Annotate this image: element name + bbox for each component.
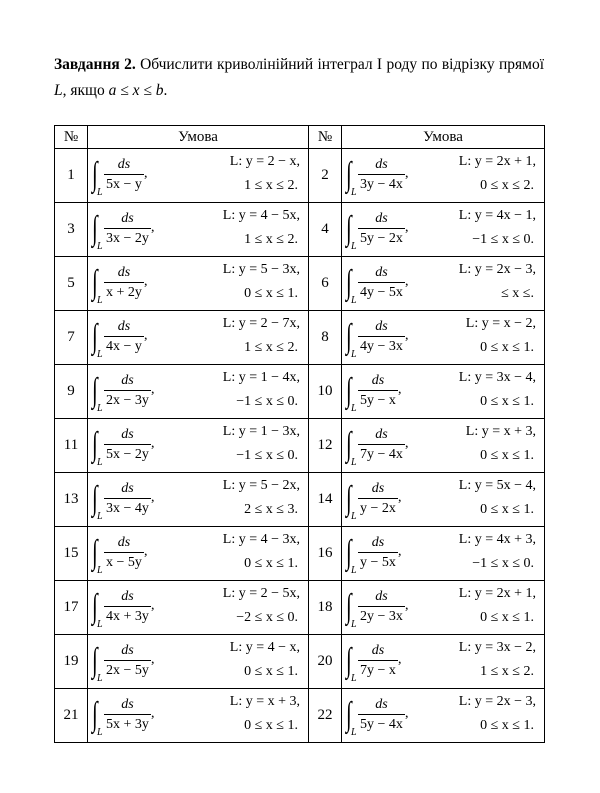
integral-sign-icon: ∫ — [92, 210, 98, 247]
integral-sign-icon: ∫ — [92, 372, 98, 409]
integral-subscript: L — [97, 727, 103, 738]
line-integral — [92, 423, 202, 469]
x-range: 2 ≤ x ≤ 3. — [244, 502, 298, 517]
integrand-fraction — [104, 264, 144, 302]
integrand-denominator: 5x + 3y — [104, 714, 151, 734]
integrand-fraction — [358, 372, 398, 410]
line-equation: L: y = x − 2, — [465, 316, 536, 331]
condition-cell — [342, 635, 545, 689]
table-row — [55, 527, 545, 581]
integrand-numerator: ds — [121, 589, 134, 604]
integral-subscript: L — [97, 673, 103, 684]
integrand-numerator: ds — [117, 265, 131, 280]
integrand-numerator: ds — [375, 319, 388, 334]
x-range: 0 ≤ x ≤ 1. — [244, 556, 298, 571]
integral-sign-icon: ∫ — [92, 588, 98, 625]
line-integral — [92, 261, 202, 307]
table-row — [55, 689, 545, 743]
task-number: 11 — [55, 419, 88, 473]
integral-comma: , — [144, 328, 148, 343]
table-row — [55, 635, 545, 689]
line-equation: L: y = 5 − 2x, — [222, 478, 300, 493]
task-number: 21 — [55, 689, 88, 743]
integral-comma: , — [144, 274, 148, 289]
integral-sign-icon: ∫ — [92, 156, 98, 193]
line-equation: L: y = 2x + 1, — [458, 154, 536, 169]
line-integral — [346, 585, 456, 631]
task-number: 14 — [309, 473, 342, 527]
condition-cell — [342, 149, 545, 203]
integrand-numerator: ds — [375, 697, 388, 712]
integral-sign-icon: ∫ — [92, 426, 98, 463]
condition-cell — [342, 581, 545, 635]
line-integral — [92, 477, 202, 523]
integral-subscript: L — [351, 457, 357, 468]
integral-subscript: L — [351, 727, 357, 738]
integrand-denominator: 3x − 2y — [104, 228, 151, 248]
condition-cell — [88, 581, 309, 635]
x-range: −1 ≤ x ≤ 0. — [472, 232, 534, 247]
condition-cell — [342, 419, 545, 473]
integrand-denominator: y − 2x — [358, 498, 398, 518]
integrand-fraction — [358, 696, 405, 734]
integrand-numerator: ds — [371, 535, 385, 550]
integral-subscript: L — [351, 565, 357, 576]
line-equation: L: y = 4 − x, — [229, 640, 300, 655]
x-range: 1 ≤ x ≤ 2. — [244, 178, 298, 193]
integrand-denominator: 5x − y — [104, 174, 144, 194]
line-equation: L: y = 2 − 7x, — [222, 316, 300, 331]
line-integral — [346, 315, 456, 361]
line-integral — [346, 477, 456, 523]
integrand-numerator: ds — [375, 265, 388, 280]
integral-subscript: L — [97, 241, 103, 252]
x-range: 0 ≤ x ≤ 1. — [480, 340, 534, 355]
integral-sign-icon: ∫ — [92, 264, 98, 301]
condition-cell — [88, 419, 309, 473]
line-integral — [92, 531, 202, 577]
x-range: ≤ x ≤. — [501, 286, 534, 301]
integral-sign-icon: ∫ — [92, 480, 98, 517]
integrand-numerator: ds — [375, 589, 388, 604]
table-row — [55, 419, 545, 473]
integral-comma: , — [151, 220, 155, 235]
line-equation: L: y = 2 − 5x, — [222, 586, 300, 601]
table-row — [55, 581, 545, 635]
tasks-table — [54, 125, 545, 743]
task-number: 15 — [55, 527, 88, 581]
integrand-denominator: y − 5x — [358, 552, 398, 572]
integrand-denominator: 4y − 3x — [358, 336, 405, 356]
condition-cell — [342, 203, 545, 257]
integrand-fraction — [358, 156, 405, 194]
integral-comma: , — [151, 598, 155, 613]
integrand-fraction — [104, 156, 144, 194]
integrand-fraction — [358, 534, 398, 572]
task-number: 1 — [55, 149, 88, 203]
line-integral — [92, 639, 202, 685]
integrand-denominator: 7y − 4x — [358, 444, 405, 464]
x-range: 0 ≤ x ≤ 1. — [244, 718, 298, 733]
table-row — [55, 473, 545, 527]
condition-cell — [88, 635, 309, 689]
task-number: 18 — [309, 581, 342, 635]
integral-subscript: L — [351, 187, 357, 198]
task-number: 22 — [309, 689, 342, 743]
integrand-numerator: ds — [375, 157, 388, 172]
table-row — [55, 365, 545, 419]
integrand-fraction — [104, 642, 151, 680]
integral-sign-icon: ∫ — [92, 318, 98, 355]
x-range: −1 ≤ x ≤ 0. — [472, 556, 534, 571]
line-equation: L: y = 2x − 3, — [458, 694, 536, 709]
integrand-denominator: 5y − 4x — [358, 714, 405, 734]
integral-comma: , — [405, 166, 409, 181]
integral-subscript: L — [351, 673, 357, 684]
line-integral — [346, 693, 456, 739]
integrand-numerator: ds — [121, 643, 134, 658]
integral-comma: , — [398, 490, 402, 505]
condition-cell — [342, 311, 545, 365]
integrand-fraction — [104, 534, 144, 572]
integral-subscript: L — [351, 619, 357, 630]
integrand-fraction — [358, 318, 405, 356]
integral-subscript: L — [351, 241, 357, 252]
condition-cell — [88, 689, 309, 743]
integral-comma: , — [405, 220, 409, 235]
table-row — [55, 311, 545, 365]
integrand-denominator: 5y − x — [358, 390, 398, 410]
line-integral — [346, 423, 456, 469]
integral-subscript: L — [351, 295, 357, 306]
integral-subscript: L — [97, 511, 103, 522]
integrand-fraction — [358, 480, 398, 518]
integrand-denominator: 3x − 4y — [104, 498, 151, 518]
integral-comma: , — [405, 436, 409, 451]
integral-comma: , — [144, 544, 148, 559]
x-range: 0 ≤ x ≤ 1. — [480, 448, 534, 463]
line-integral — [92, 693, 202, 739]
integrand-denominator: 4x − y — [104, 336, 144, 356]
task-title: Завдання 2. — [54, 56, 136, 73]
task-number: 20 — [309, 635, 342, 689]
task-number: 10 — [309, 365, 342, 419]
task-number: 9 — [55, 365, 88, 419]
integral-comma: , — [151, 490, 155, 505]
integral-subscript: L — [351, 403, 357, 414]
condition-cell — [342, 527, 545, 581]
integral-subscript: L — [97, 619, 103, 630]
task-heading — [54, 52, 544, 104]
integral-comma: , — [151, 652, 155, 667]
integrand-fraction — [104, 318, 144, 356]
line-equation: L: y = 4x − 1, — [458, 208, 536, 223]
condition-cell — [88, 203, 309, 257]
integrand-denominator: 2x − 5y — [104, 660, 151, 680]
integral-comma: , — [405, 706, 409, 721]
table-row — [55, 257, 545, 311]
condition-cell — [88, 311, 309, 365]
line-equation: L: y = 5x − 4, — [458, 478, 536, 493]
integral-sign-icon: ∫ — [346, 156, 352, 193]
integral-sign-icon: ∫ — [346, 696, 352, 733]
condition-cell — [342, 365, 545, 419]
integrand-fraction — [358, 642, 398, 680]
line-integral — [346, 531, 456, 577]
task-number: 17 — [55, 581, 88, 635]
integrand-numerator: ds — [121, 427, 134, 442]
integrand-fraction — [104, 480, 151, 518]
x-range: 1 ≤ x ≤ 2. — [480, 664, 534, 679]
integrand-numerator: ds — [375, 211, 388, 226]
line-equation: L: y = 3x − 2, — [458, 640, 536, 655]
x-range: 1 ≤ x ≤ 2. — [244, 340, 298, 355]
integrand-fraction — [358, 264, 405, 302]
integral-comma: , — [151, 706, 155, 721]
integrand-fraction — [104, 696, 151, 734]
line-equation: L: y = 4x + 3, — [458, 532, 536, 547]
integral-subscript: L — [97, 457, 103, 468]
integrand-numerator: ds — [371, 643, 385, 658]
integral-subscript: L — [97, 187, 103, 198]
integral-comma: , — [405, 598, 409, 613]
integral-comma: , — [151, 436, 155, 451]
x-range: 0 ≤ x ≤ 1. — [480, 718, 534, 733]
header-number-right: № — [309, 126, 342, 149]
integrand-numerator: ds — [371, 373, 385, 388]
integral-sign-icon: ∫ — [346, 534, 352, 571]
line-equation: L: y = x + 3, — [229, 694, 300, 709]
line-integral — [92, 369, 202, 415]
table-header-row — [55, 126, 545, 149]
task-number: 2 — [309, 149, 342, 203]
integral-sign-icon: ∫ — [346, 426, 352, 463]
integral-comma: , — [405, 274, 409, 289]
integrand-denominator: 3y − 4x — [358, 174, 405, 194]
condition-cell — [342, 689, 545, 743]
integral-comma: , — [398, 544, 402, 559]
line-equation: L: y = 1 − 4x, — [222, 370, 300, 385]
integral-sign-icon: ∫ — [346, 480, 352, 517]
task-number: 8 — [309, 311, 342, 365]
integral-subscript: L — [97, 295, 103, 306]
integrand-numerator: ds — [371, 481, 385, 496]
integral-sign-icon: ∫ — [346, 372, 352, 409]
line-equation: L: y = x + 3, — [465, 424, 536, 439]
task-number: 6 — [309, 257, 342, 311]
integrand-denominator: 7y − x — [358, 660, 398, 680]
line-integral — [346, 207, 456, 253]
task-number: 12 — [309, 419, 342, 473]
task-number: 5 — [55, 257, 88, 311]
integrand-denominator: x − 5y — [104, 552, 144, 572]
x-range: 0 ≤ x ≤ 1. — [244, 664, 298, 679]
line-variable: L — [54, 82, 63, 99]
integral-sign-icon: ∫ — [346, 642, 352, 679]
x-range: 0 ≤ x ≤ 2. — [480, 178, 534, 193]
line-integral — [346, 153, 456, 199]
condition-cell — [342, 473, 545, 527]
integral-subscript: L — [97, 565, 103, 576]
line-equation: L: y = 4 − 3x, — [222, 532, 300, 547]
line-integral — [92, 207, 202, 253]
header-condition-left: Умова — [88, 126, 309, 149]
integrand-fraction — [358, 426, 405, 464]
task-number: 3 — [55, 203, 88, 257]
line-equation: L: y = 2x − 3, — [458, 262, 536, 277]
table-row — [55, 149, 545, 203]
integral-sign-icon: ∫ — [346, 318, 352, 355]
line-integral — [346, 639, 456, 685]
integral-subscript: L — [351, 511, 357, 522]
integrand-denominator: 4x + 3y — [104, 606, 151, 626]
x-range: 0 ≤ x ≤ 1. — [480, 394, 534, 409]
task-number: 19 — [55, 635, 88, 689]
line-equation: L: y = 5 − 3x, — [222, 262, 300, 277]
task-text-part1: Обчислити криволінійний інтеграл I роду по відрізку прямої — [135, 56, 544, 73]
condition-cell — [342, 257, 545, 311]
integrand-numerator: ds — [121, 211, 134, 226]
integral-sign-icon: ∫ — [346, 210, 352, 247]
integral-sign-icon: ∫ — [92, 696, 98, 733]
line-equation: L: y = 4 − 5x, — [222, 208, 300, 223]
integrand-fraction — [358, 588, 405, 626]
line-integral — [92, 585, 202, 631]
x-range: 0 ≤ x ≤ 1. — [480, 502, 534, 517]
line-integral — [92, 315, 202, 361]
integrand-numerator: ds — [117, 535, 131, 550]
x-range: −1 ≤ x ≤ 0. — [236, 394, 298, 409]
condition-cell — [88, 473, 309, 527]
x-range: 1 ≤ x ≤ 2. — [244, 232, 298, 247]
integral-sign-icon: ∫ — [92, 534, 98, 571]
integrand-denominator: 5x − 2y — [104, 444, 151, 464]
line-equation: L: y = 3x − 4, — [458, 370, 536, 385]
table-row — [55, 203, 545, 257]
header-number-left: № — [55, 126, 88, 149]
integrand-fraction — [104, 426, 151, 464]
line-equation: L: y = 1 − 3x, — [222, 424, 300, 439]
integral-subscript: L — [97, 403, 103, 414]
task-text-part2: , якщо — [62, 82, 109, 99]
integral-sign-icon: ∫ — [346, 588, 352, 625]
condition-cell — [88, 257, 309, 311]
integral-comma: , — [405, 328, 409, 343]
header-condition-right: Умова — [342, 126, 545, 149]
line-integral — [346, 369, 456, 415]
integrand-numerator: ds — [121, 373, 134, 388]
integrand-denominator: 2x − 3y — [104, 390, 151, 410]
integrand-numerator: ds — [117, 157, 131, 172]
task-number: 7 — [55, 311, 88, 365]
integral-comma: , — [398, 652, 402, 667]
x-range: −1 ≤ x ≤ 0. — [236, 448, 298, 463]
integrand-numerator: ds — [121, 481, 134, 496]
task-number: 16 — [309, 527, 342, 581]
integrand-fraction — [358, 210, 405, 248]
integrand-numerator: ds — [117, 319, 131, 334]
integral-sign-icon: ∫ — [92, 642, 98, 679]
x-range: −2 ≤ x ≤ 0. — [236, 610, 298, 625]
integrand-numerator: ds — [121, 697, 134, 712]
integrand-fraction — [104, 372, 151, 410]
line-equation: L: y = 2 − x, — [229, 154, 300, 169]
integral-subscript: L — [351, 349, 357, 360]
integrand-numerator: ds — [375, 427, 388, 442]
integrand-denominator: 5y − 2x — [358, 228, 405, 248]
x-range: 0 ≤ x ≤ 1. — [244, 286, 298, 301]
task-number: 13 — [55, 473, 88, 527]
tasks-body — [55, 149, 545, 743]
x-condition: a ≤ x ≤ b — [108, 82, 164, 99]
integrand-denominator: 4y − 5x — [358, 282, 405, 302]
line-equation: L: y = 2x + 1, — [458, 586, 536, 601]
condition-cell — [88, 527, 309, 581]
task-number: 4 — [309, 203, 342, 257]
integrand-fraction — [104, 588, 151, 626]
condition-cell — [88, 365, 309, 419]
integral-subscript: L — [97, 349, 103, 360]
task-text-end: . — [163, 82, 168, 99]
integrand-fraction — [104, 210, 151, 248]
integrand-denominator: 2y − 3x — [358, 606, 405, 626]
integral-comma: , — [144, 166, 148, 181]
integral-comma: , — [398, 382, 402, 397]
line-integral — [92, 153, 202, 199]
condition-cell — [88, 149, 309, 203]
line-integral — [346, 261, 456, 307]
integral-comma: , — [151, 382, 155, 397]
x-range: 0 ≤ x ≤ 1. — [480, 610, 534, 625]
integrand-denominator: x + 2y — [104, 282, 144, 302]
integral-sign-icon: ∫ — [346, 264, 352, 301]
